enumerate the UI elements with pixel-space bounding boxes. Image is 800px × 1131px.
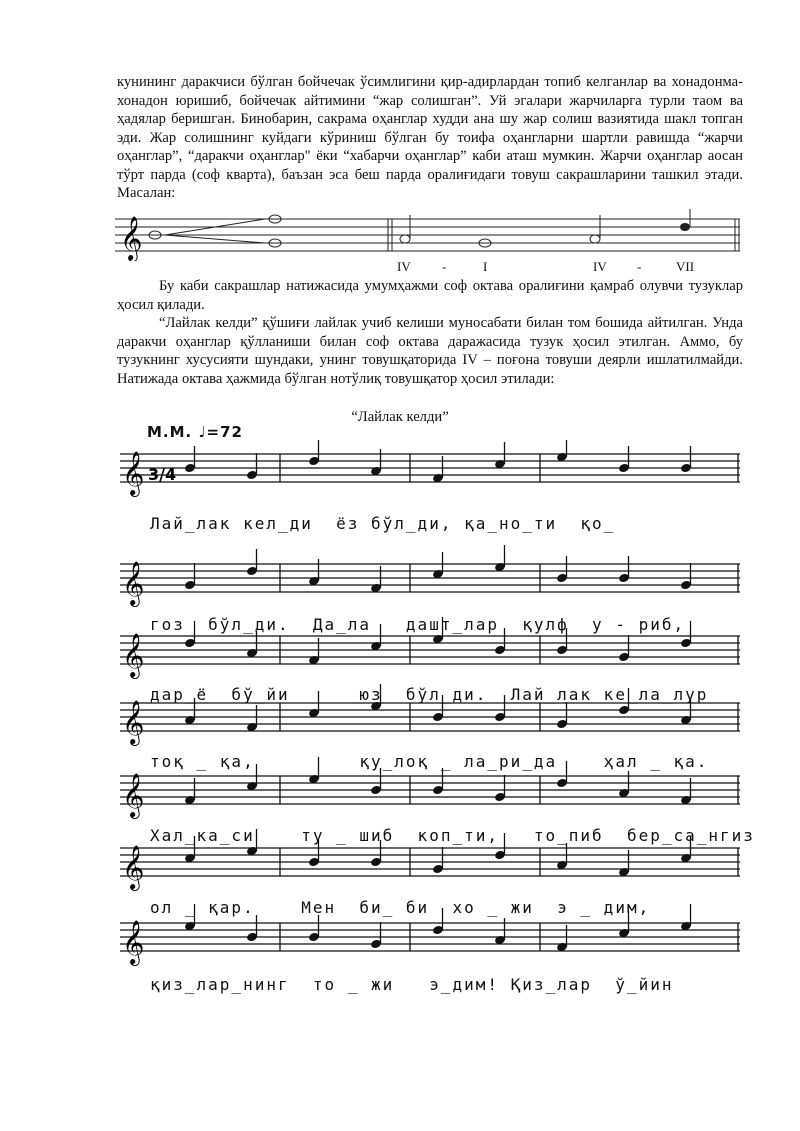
degree-label: -: [442, 259, 447, 274]
degree-label: IV: [397, 259, 411, 274]
lyric-line: дар_ё бў_йи юз бўл_ди. Лай_лак ке_ла_лур: [150, 685, 709, 704]
treble-clef-icon: 𝄞: [122, 845, 145, 889]
degree-label: VII: [676, 259, 695, 274]
treble-clef-icon: 𝄞: [120, 216, 143, 260]
treble-clef-icon: 𝄞: [122, 633, 145, 677]
intro-text: [117, 73, 743, 203]
degree-label: -: [637, 259, 642, 274]
treble-clef-icon: 𝄞: [122, 920, 145, 964]
lyric-line: Хал_ка_си ту _ шиб коп_ти, то_пиб бер_са_нгиз: [150, 826, 755, 845]
song-title: “Лайлак келди”: [351, 409, 449, 425]
treble-clef-icon: 𝄞: [122, 700, 145, 744]
lyric-line: ол _ қар. Мен би_ би хо _ жи э _ дим,: [150, 898, 651, 917]
paragraph-octave: Бу каби сакрашлар натижасида умумҳажми соф октава оралиғини қамраб олувчи тузуклар ҳосил қилади.: [117, 278, 743, 313]
time-signature: 3/4: [148, 465, 177, 484]
lyric-line: гоз бўл_ди. Да_ла дашт_лар қулф у - риб,: [150, 615, 686, 634]
paragraph-song: “Лайлак келди” қўшиғи лайлак учиб келиши муносабати билан том бошида айтилган. Унда даракчи оҳанглар қўлланиши билан соф октава даражасида тузук ҳосил этилган. Аммо, бу тузукнинг хусусияти шундаки, унинг товушқаторида IV – поғона товуши деярли ишлатилмайди. Натижада октава ҳажмида бўлган нотўлиқ товушқатор ҳосил этилади:: [117, 315, 743, 387]
lyric-line: Лай_лак кел_ди ёз бўл_ди, қа_но_ти қо_: [150, 514, 616, 533]
degree-label: I: [483, 259, 488, 274]
paragraph-intro: кунининг даракчиси бўлган бойчечак ўсимлигини қир-адирлардан топиб келганлар ва хонадонма-хонадон юришиб, бойчечак айтимини “жар солишган”. Уй эгалари жарчиларга турли таом ва ҳадялар беришган. Бинобарин, сакрама оҳанглар худди ана шу жар солиш вазиятида шакл топган эди. Жар солишнинг куйдаги кўриниш бўлган бу тоифа оҳангларни шартли равишда “жарчи оҳанглар”, “даракчи оҳанглар" ёки “хабарчи оҳанглар” каби аташ мумкин. Жарчи оҳанглар аосан тўрт парда (соф кварта), баъзан эса беш парда оралиғидаги товуш сакрашларини ташкил этади. Масалан:: [117, 74, 743, 201]
lyric-line: тоқ _ қа, қу_лоқ _ ла_ри_да ҳал _ қа.: [150, 752, 709, 771]
degree-label: IV: [593, 259, 607, 274]
treble-clef-icon: 𝄞: [122, 451, 145, 495]
treble-clef-icon: 𝄞: [122, 561, 145, 605]
lyric-line: қиз_лар_нинг то _ жи э_дим! Қиз_лар ў_йин: [150, 975, 674, 994]
tempo-marking: М.М. ♩=72: [147, 423, 243, 441]
body-text: [117, 277, 743, 388]
interval-example-staff: [115, 209, 745, 261]
treble-clef-icon: 𝄞: [122, 773, 145, 817]
